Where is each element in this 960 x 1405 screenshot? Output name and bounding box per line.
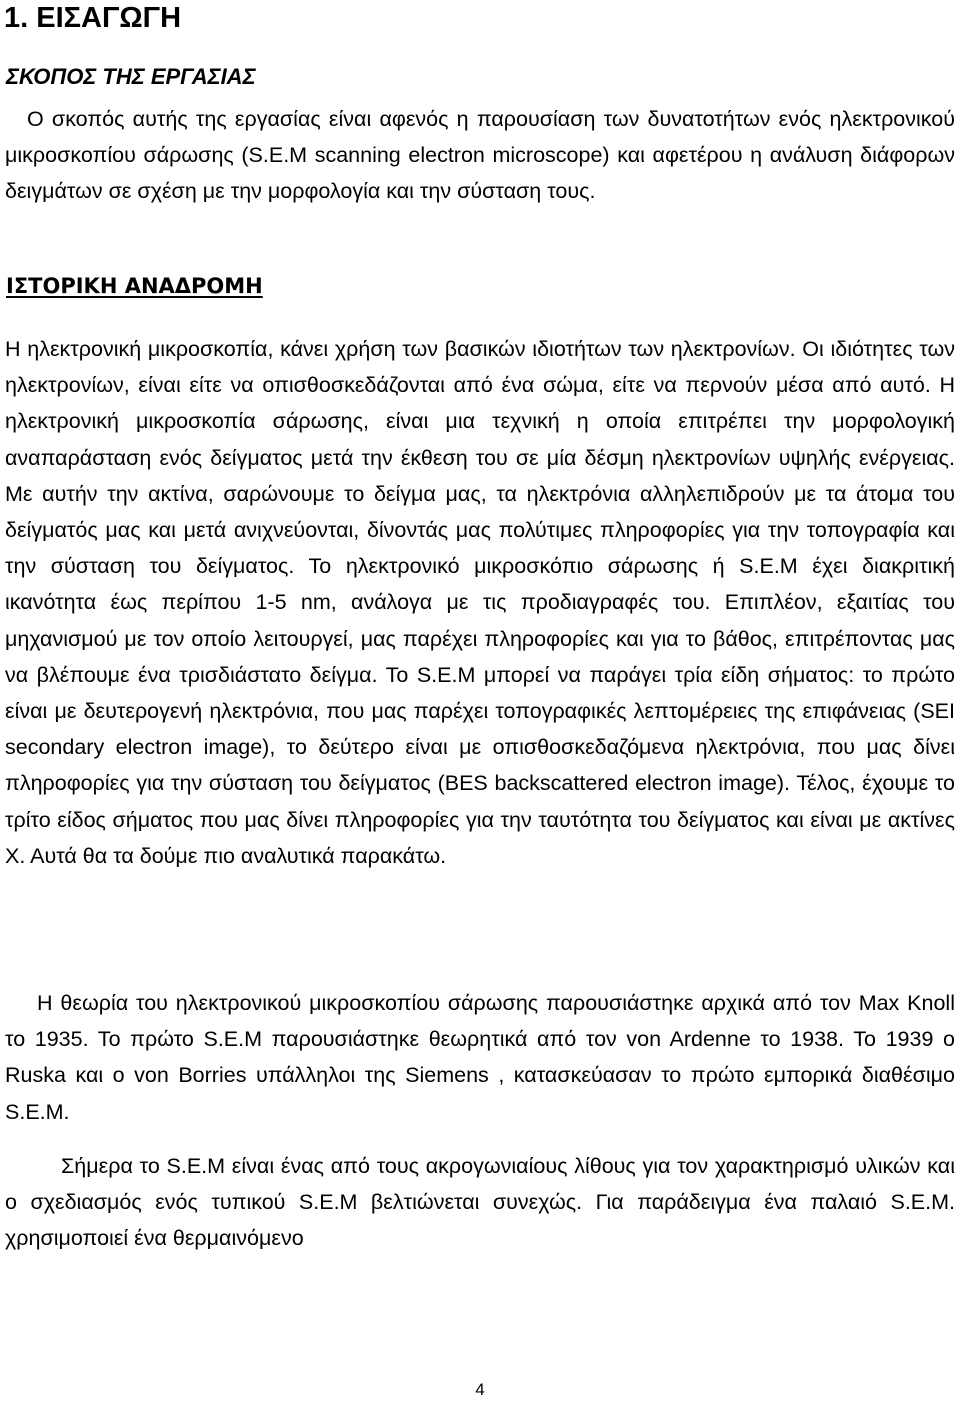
section-heading-scope: ΣΚΟΠΟΣ ΤΗΣ ΕΡΓΑΣΙΑΣ bbox=[6, 64, 256, 89]
paragraph-scope: Ο σκοπός αυτής της εργασίας είναι αφενός η παρουσίαση των δυνατοτήτων ενός ηλεκτρονικού μικροσκοπίου σάρωσης (S.E.M scanning electron microscope) και αφετέρου η ανάλυση διάφορων δειγμάτων σε σχέση με την μορφολογία και την σύσταση τους. bbox=[5, 107, 955, 204]
paragraph-history: Η ηλεκτρονική μικροσκοπία, κάνει χρήση των βασικών ιδιοτήτων των ηλεκτρονίων. Οι ιδιότητες των ηλεκτρονίων, είναι είτε να οπισθοσκεδάζονται από ένα σώμα, είτε να περνούν μέσα από αυτό. Η ηλεκτρονική μικροσκοπία σάρωσης, είναι μια τεχνική η οποία επιτρέπει την μορφολογική αναπαράσταση ενός δείγματος μετά την έκθεση του σε μία δέσμη ηλεκτρονίων υψηλής ενέργειας. Με αυτήν την ακτίνα, σαρώνουμε το δείγμα μας, τα ηλεκτρόνια αλληλεπιδρούν με τα άτομα του δείγματός μας και μετά ανιχνεύονται, δίνοντάς μας πολύτιμες πληροφορίες για την τοπογραφία και την σύσταση του δείγματος. Το ηλεκτρονικό μικροσκόπιο σάρωσης ή S.E.M έχει διακριτική ικανότητα έως περίπου 1-5 nm, ανάλογα με τις προδιαγραφές του. Επιπλέον, εξαιτίας του μηχανισμού με τον οποίο λειτουργεί, μας παρέχει πληροφορίες και για το βάθος, επιτρέποντας μας να βλέπουμε ένα τρισδιάστατο δείγμα. Το S.E.M μπορεί να παράγει τρία είδη σήματος: το πρώτο είναι με δευτερογενή ηλεκτρόνια, που μας παρέχει τοπογραφικές λεπτομέρειες της επιφάνειας (SEI secondary electron image), το δεύτερο είναι με οπισθοσκεδαζόμενα ηλεκτρόνια, που μας δίνει πληροφορίες για την σύσταση του δείγματος (BES backscattered electron image). Τέλος, έχουμε το τρίτο είδος σήματος που μας δίνει πληροφορίες για την ταυτότητα του δείγματος και είναι με ακτίνες Χ. Αυτά θα τα δούμε πιο αναλυτικά παρακάτω. bbox=[5, 337, 955, 868]
paragraph-theory: Η θεωρία του ηλεκτρονικού μικροσκοπίου σάρωσης παρουσιάστηκε αρχικά από τον Max Knoll το 1935. Το πρώτο S.E.M παρουσιάστηκε θεωρητικά από τον von Ardenne το 1938. Το 1939 ο Ruska και ο von Borries υπάλληλοι της Siemens , κατασκεύασαν το πρώτο εμπορικά διαθέσιμο S.E.M. bbox=[5, 991, 955, 1124]
section-heading-history: ΙΣΤΟΡΙΚΗ ΑΝΑΔΡΟΜΗ bbox=[6, 274, 263, 298]
page-number: 4 bbox=[475, 1380, 485, 1399]
chapter-title: 1. ΕΙΣΑΓΩΓΗ bbox=[4, 2, 182, 34]
paragraph-today: Σήμερα το S.E.M είναι ένας από τους ακρογωνιαίους λίθους για τον χαρακτηρισμό υλικών και ο σχεδιασμός ενός τυπικού S.E.M βελτιώνεται συνεχώς. Για παράδειγμα ένα παλαιό S.E.M. χρησιμοποιεί ένα θερμαινόμενο bbox=[5, 1154, 955, 1251]
